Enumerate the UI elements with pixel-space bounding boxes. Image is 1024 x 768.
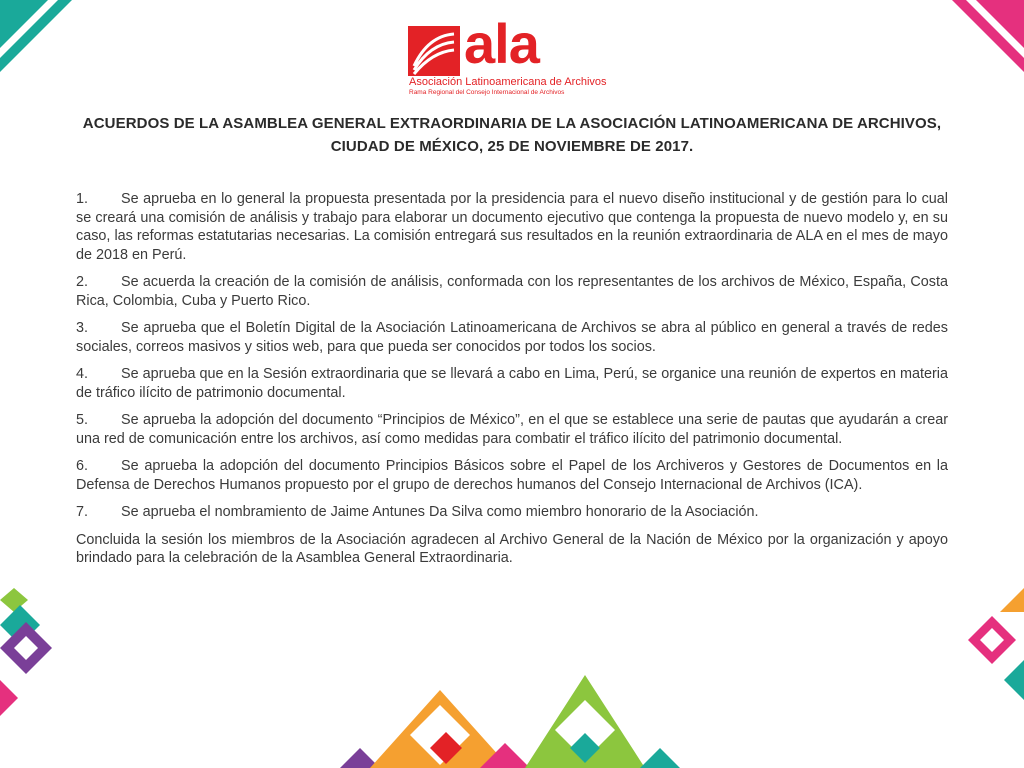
left-magenta-triangle: [0, 680, 18, 716]
bottom-green-inner: [555, 700, 615, 760]
agreement-text: Se aprueba que en la Sesión extraordinaria que se llevará a cabo en Lima, Perú, se organice una reunión de expertos en materia de tráfico ilícito de patrimonio documental.: [76, 366, 948, 401]
organization-subtitle: Rama Regional del Consejo Internacional de Archivos: [409, 89, 565, 96]
organization-name: Asociación Latinoamericana de Archivos: [409, 76, 607, 88]
right-orange-triangle: [1000, 588, 1024, 612]
agreement-item-3: [76, 319, 948, 356]
agreement-item-1: [76, 190, 948, 264]
agreement-text: Se acuerda la creación de la comisión de análisis, conformada con los representantes de los archivos de México, España, Costa Rica, Colombia, Cuba y Puerto Rico.: [76, 274, 948, 309]
bottom-teal-triangle: [640, 748, 680, 768]
agreement-number: 5.: [76, 412, 89, 428]
agreement-item-5: [76, 411, 948, 448]
right-teal-triangle: [1004, 660, 1024, 700]
title-line-1: ACUERDOS DE LA ASAMBLEA GENERAL EXTRAORDINARIA DE LA ASOCIACIÓN LATINOAMERICANA DE ARCHIVOS,: [82, 115, 942, 132]
agreement-number: 2.: [76, 274, 89, 290]
agreement-text: Se aprueba la adopción del documento “Principios de México”, en el que se establece una serie de pautas que ayudarán a crear una red de comunicación entre los archivos, así como medidas para combatir el tráfico ilícito del patrimonio documental.: [76, 412, 948, 447]
left-inner-white: [14, 636, 38, 660]
bottom-orange-inner: [410, 705, 470, 765]
right-inner-white: [980, 628, 1004, 652]
agreement-text: Se aprueba el nombramiento de Jaime Antunes Da Silva como miembro honorario de la Asociación.: [121, 504, 759, 520]
right-magenta-diamond: [968, 616, 1016, 664]
title-line-2: CIUDAD DE MÉXICO, 25 DE NOVIEMBRE DE 2017.: [330, 138, 694, 155]
document-title: [60, 112, 964, 158]
logo-wordmark: ala: [464, 12, 539, 75]
agreement-number: 7.: [76, 504, 89, 520]
agreement-text: Se aprueba en lo general la propuesta presentada por la presidencia para el nuevo diseño institucional y de gestión para lo cual se creará una comisión de análisis y trabajo para elaborar un documento ejecutivo que contenga la propuesta de nuevo modelo y, en su caso, las reformas estatutarias necesarias. La comisión entregará sus resultados en la reunión extraordinaria de ALA en el mes de mayo de 2018 en Perú.: [76, 191, 948, 263]
left-purple-diamond: [0, 622, 52, 674]
agreement-number: 1.: [76, 191, 89, 207]
agreement-item-4: [76, 365, 948, 402]
bottom-teal-diamond: [570, 733, 600, 763]
bottom-orange-block: [370, 690, 510, 768]
agreement-item-2: [76, 273, 948, 310]
bottom-magenta-triangle: [480, 743, 530, 768]
left-teal-diamond: [0, 605, 40, 645]
ala-logo-icon: [408, 26, 460, 76]
bottom-green-block: [525, 675, 645, 768]
closing-paragraph: Concluida la sesión los miembros de la Asociación agradecen al Archivo General de la Nación de México por la organización y apoyo brindado para la celebración de la Asamblea General Extraordinaria.: [76, 531, 948, 566]
document-body: [76, 190, 948, 568]
agreement-number: 6.: [76, 458, 89, 474]
agreement-item-7: [76, 503, 948, 522]
bottom-red-diamond: [430, 732, 462, 764]
agreement-text: Se aprueba la adopción del documento Principios Básicos sobre el Papel de los Archiveros y Gestores de Documentos en la Defensa de Derechos Humanos propuesto por el grupo de derechos humanos del Consejo Internacional de Archivos (ICA).: [76, 458, 948, 493]
agreement-number: 4.: [76, 366, 89, 382]
left-green-diamond: [0, 588, 28, 612]
logo-header: [0, 12, 1024, 98]
agreement-item-6: [76, 457, 948, 494]
agreement-text: Se aprueba que el Boletín Digital de la Asociación Latinoamericana de Archivos se abra al público en general a través de redes sociales, correos masivos y sitios web, para que pueda ser conocidos por todos los socios.: [76, 320, 948, 355]
bottom-purple-triangle: [340, 748, 380, 768]
agreement-number: 3.: [76, 320, 89, 336]
